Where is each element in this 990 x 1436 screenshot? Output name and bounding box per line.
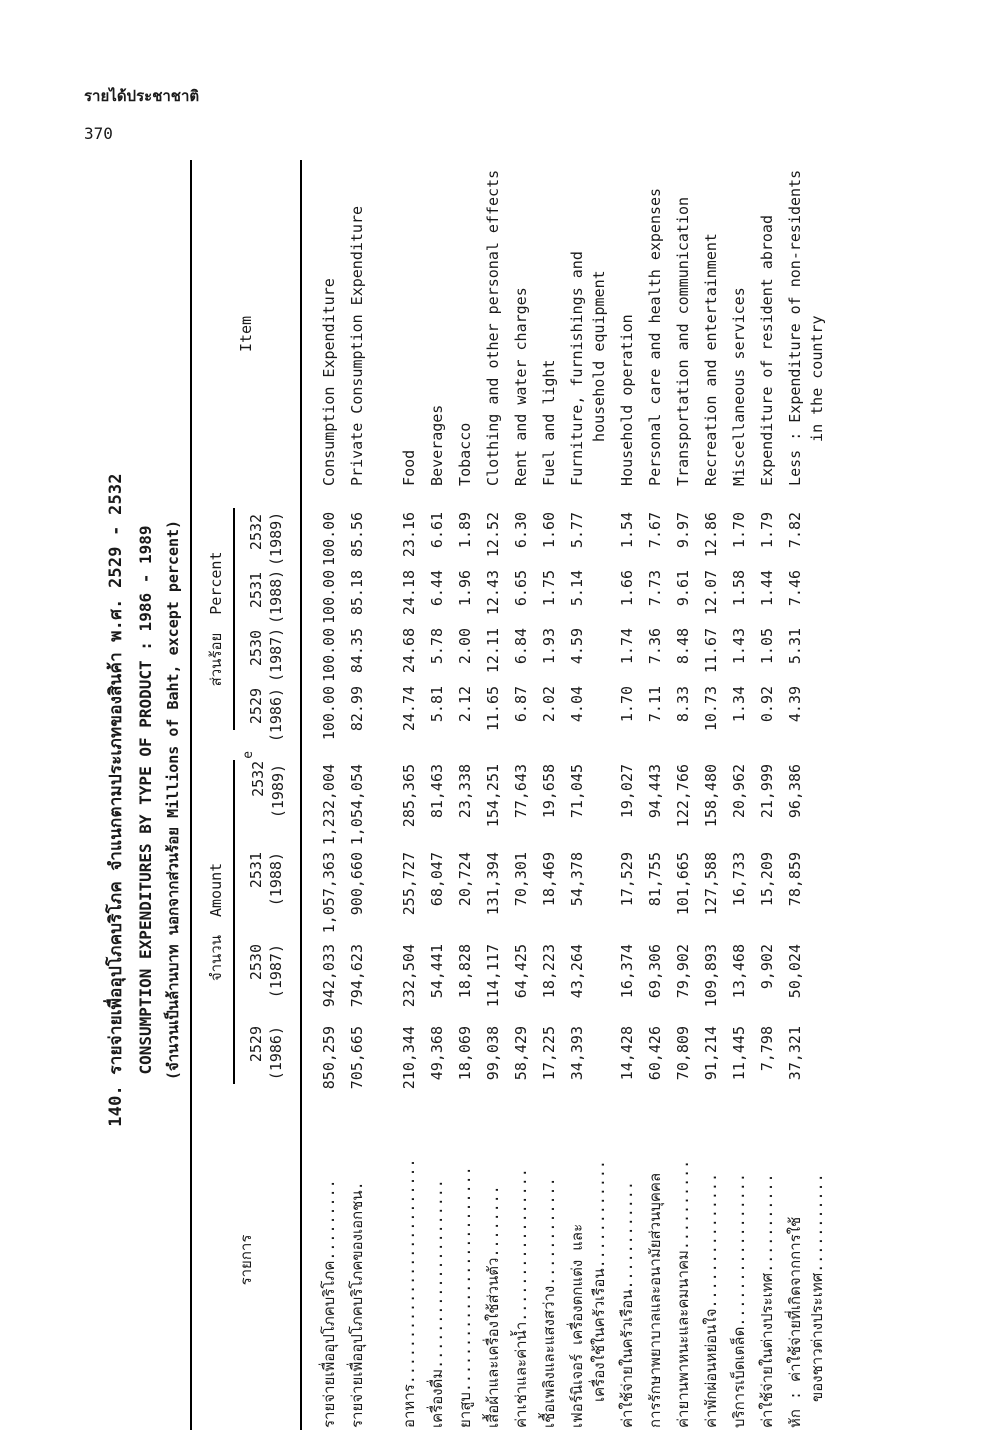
amount-2529: 49,368 (428, 1026, 446, 1081)
column-header-items-thai: รายการ (191, 1090, 301, 1430)
amount-2531: 15,209 (758, 852, 776, 907)
label-line: เฟอร์นิเจอร์ เครื่องตกแต่ง และ (568, 1223, 586, 1428)
amount-2532: 1,054,054 (348, 763, 366, 846)
percent-2529: 2.12 (456, 685, 474, 723)
amount-2529: 99,038 (484, 1026, 502, 1081)
item-label-thai (563, 1090, 613, 1430)
item-label-thai (301, 1090, 343, 1430)
percent-2529: 82.99 (348, 685, 366, 732)
percent-2531: 9.61 (674, 569, 692, 607)
percent-2532: 7.82 (786, 511, 804, 549)
percent-2531: 1.66 (618, 569, 636, 607)
item-label-english (669, 160, 697, 508)
percent-2530: 7.36 (646, 627, 664, 665)
amount-2531: 70,301 (512, 852, 530, 907)
percent-2531: 6.44 (428, 569, 446, 607)
amount-2530: 54,441 (428, 944, 446, 999)
amount-2530: 114,117 (484, 944, 502, 1008)
amount-2531: 131,394 (484, 852, 502, 916)
item-label-thai (343, 1090, 371, 1430)
percent-2529: 7.11 (646, 685, 664, 723)
item-label-english (781, 160, 831, 508)
percent-2531: 1.44 (758, 569, 776, 607)
percent-2529: 5.81 (428, 685, 446, 723)
year-header-amount-2532: 2532e (1989) (235, 758, 301, 846)
percent-2529: 10.73 (702, 685, 720, 732)
item-label-thai (697, 1090, 725, 1430)
amount-2531: 20,724 (456, 852, 474, 907)
amount-2529: 210,344 (400, 1026, 418, 1090)
item-label-english (535, 160, 563, 508)
amount-2532: 81,463 (428, 763, 446, 819)
amount-2532: 77,643 (512, 763, 530, 819)
item-label-english (371, 160, 423, 508)
amount-2532: 20,962 (730, 763, 748, 819)
amount-2530: 64,425 (512, 944, 530, 999)
label-line: Transportation and communication (674, 196, 692, 486)
percent-2531: 12.07 (702, 569, 720, 616)
amount-2531: 78,859 (786, 852, 804, 907)
amount-group-label-thai: จำนวน (207, 935, 225, 982)
label-line: Clothing and other personal effects (484, 169, 502, 486)
amount-2530: 13,468 (730, 944, 748, 999)
amount-2530: 9,902 (758, 944, 776, 990)
year-header-amount-2529: 2529 (1986) (235, 1020, 301, 1090)
amount-2532: 19,027 (618, 763, 636, 819)
amount-2531: 127,588 (702, 852, 720, 916)
page-number: 370 (84, 124, 113, 143)
table-row (301, 160, 343, 1430)
label-line: การรักษาพยาบาลและอนามัยส่วนบุคคล (646, 1172, 664, 1428)
item-label-english (753, 160, 781, 508)
amount-2531: 16,733 (730, 852, 748, 907)
amount-2531: 900,660 (348, 852, 366, 916)
percent-2530: 1.05 (758, 627, 776, 665)
label-line: Recreation and entertainment (702, 233, 720, 486)
table-row (725, 160, 753, 1430)
item-label-thai (535, 1090, 563, 1430)
amount-2532: 23,338 (456, 763, 474, 819)
percent-2532: 5.77 (568, 511, 586, 549)
amount-2532: 21,999 (758, 763, 776, 819)
item-label-thai (753, 1090, 781, 1430)
item-label-english (423, 160, 451, 508)
label-line: ค่าใช้จ่ายในต่างประเทศ........... (758, 1173, 776, 1428)
amount-2532: 1,232,004 (320, 763, 338, 846)
label-line: ค่าเช่าและค่าน้ำ................. (512, 1168, 530, 1428)
table-title-thai: 140. รายจ่ายเพื่ออุปโภคบริโภค จำแนกตามประเภทของสินค้า พ.ศ. 2529 - 2532 (106, 473, 126, 1127)
amount-2532: 19,658 (540, 763, 558, 819)
amount-2529: 7,798 (758, 1026, 776, 1072)
percent-2530: 100.00 (320, 627, 338, 682)
amount-2532: 158,480 (702, 763, 720, 828)
item-label-thai (479, 1090, 507, 1430)
percent-2532: 100.00 (320, 511, 338, 566)
label-line: เครื่องดื่ม..................... (428, 1179, 446, 1428)
item-label-english (451, 160, 479, 508)
amount-2531: 54,378 (568, 852, 586, 907)
percent-2529: 8.33 (674, 685, 692, 723)
amount-2532: 285,365 (400, 763, 418, 828)
label-line: เสื้อผ้าและเครื่องใช้ส่วนตัว........ (484, 1185, 502, 1428)
amount-2530: 69,306 (646, 944, 664, 999)
percent-2532: 12.86 (702, 511, 720, 558)
amount-2529: 60,426 (646, 1026, 664, 1081)
percent-2529: 6.87 (512, 685, 530, 723)
item-label-thai (725, 1090, 753, 1430)
percent-2532: 1.70 (730, 511, 748, 549)
percent-2530: 1.43 (730, 627, 748, 665)
percent-2532: 23.16 (400, 511, 418, 558)
amount-2531: 1,057,363 (320, 852, 338, 934)
amount-2531: 68,047 (428, 852, 446, 907)
item-label-english (563, 160, 613, 508)
percent-2530: 1.74 (618, 627, 636, 665)
table-row (563, 160, 613, 1430)
table-row (535, 160, 563, 1430)
table-row (781, 160, 831, 1430)
percent-2530: 1.93 (540, 627, 558, 665)
percent-2532: 1.54 (618, 511, 636, 549)
percent-2532: 85.56 (348, 511, 366, 558)
percent-2532: 12.52 (484, 511, 502, 558)
year-header-percent-2531: 2531 (1988) (235, 566, 301, 624)
percent-2530: 6.84 (512, 627, 530, 665)
amount-group-label-english: Amount (207, 862, 225, 917)
label-line: หัก : ค่าใช้จ่ายที่เกิดจากการใช้ (786, 1216, 804, 1428)
table-row (479, 160, 507, 1430)
item-label-thai (781, 1090, 831, 1430)
column-group-percent (192, 508, 235, 730)
percent-2530: 2.00 (456, 627, 474, 665)
table-title-english: CONSUMPTION EXPENDITURES BY TYPE OF PRODUCT : 1986 - 1989 (136, 525, 155, 1075)
label-line: Expenditure of resident abroad (758, 215, 776, 486)
percent-2531: 1.96 (456, 569, 474, 607)
percent-2529: 2.02 (540, 685, 558, 723)
label-line: Food (400, 449, 418, 486)
percent-2532: 9.97 (674, 511, 692, 549)
table-row (507, 160, 535, 1430)
item-label-english (507, 160, 535, 508)
item-label-english (343, 160, 371, 508)
label-line: Miscellaneous services (730, 287, 748, 486)
percent-2529: 11.65 (484, 685, 502, 732)
amount-2529: 11,445 (730, 1026, 748, 1081)
table-row (697, 160, 725, 1430)
label-line: ค่ายานพาหนะและคมนาคม.......... (674, 1159, 692, 1428)
amount-2529: 17,225 (540, 1026, 558, 1081)
percent-2532: 6.30 (512, 511, 530, 549)
percent-2532: 1.89 (456, 511, 474, 549)
amount-2530: 109,893 (702, 944, 720, 1008)
table-row (451, 160, 479, 1430)
item-label-english (613, 160, 641, 508)
amount-2531: 18,469 (540, 852, 558, 907)
item-label-thai (423, 1090, 451, 1430)
item-label-english (697, 160, 725, 508)
percent-2532: 6.61 (428, 511, 446, 549)
amount-2529: 18,069 (456, 1026, 474, 1081)
label-line: บริการเบ็ดเตล็ด................. (730, 1173, 748, 1428)
amount-2531: 255,727 (400, 852, 418, 916)
table-row (669, 160, 697, 1430)
percent-2531: 24.18 (400, 569, 418, 616)
label-line: household equipment (590, 270, 608, 442)
amount-2530: 232,504 (400, 944, 418, 1008)
item-label-thai (613, 1090, 641, 1430)
amount-2532: 154,251 (484, 763, 502, 828)
label-line: in the country (808, 315, 826, 442)
label-line: ยาสูบ......................... (456, 1166, 474, 1428)
percent-2530: 4.59 (568, 627, 586, 665)
percent-2531: 1.58 (730, 569, 748, 607)
amount-2530: 16,374 (618, 944, 636, 999)
amount-2529: 850,259 (320, 1026, 338, 1090)
label-line: Household operation (618, 314, 636, 486)
label-line: Tobacco (456, 422, 474, 486)
item-label-english (725, 160, 753, 508)
percent-2529: 24.74 (400, 685, 418, 732)
column-group-amount (192, 760, 235, 1084)
label-line: ของชาวต่างประเทศ........... (808, 1173, 826, 1402)
label-line: รายจ่ายเพื่ออุปโภคบริโภคของเอกชน. (348, 1181, 366, 1428)
amount-2530: 50,024 (786, 944, 804, 999)
table-title-unit-note: (จำนวนเป็นล้านบาท นอกจากส่วนร้อย Millions of Baht, except percent) (164, 519, 182, 1081)
percent-2529: 100.00 (320, 685, 338, 741)
table-row (641, 160, 669, 1430)
percent-2531: 7.73 (646, 569, 664, 607)
label-line: เครื่องใช้ในครัวเรือน............ (590, 1160, 608, 1402)
year-header-percent-2532: 2532 (1989) (235, 508, 301, 566)
table-row (613, 160, 641, 1430)
amount-2530: 43,264 (568, 944, 586, 999)
amount-2529: 37,321 (786, 1026, 804, 1081)
item-label-thai (669, 1090, 697, 1430)
label-line: Personal care and health expenses (646, 187, 664, 486)
amount-2529: 70,809 (674, 1026, 692, 1081)
label-line: Rent and water charges (512, 287, 530, 486)
amount-2532: 96,386 (786, 763, 804, 819)
percent-2530: 5.31 (786, 627, 804, 665)
percent-2530: 8.48 (674, 627, 692, 665)
percent-2532: 1.60 (540, 511, 558, 549)
amount-2530: 794,623 (348, 944, 366, 1008)
amount-2529: 58,429 (512, 1026, 530, 1081)
amount-2529: 34,393 (568, 1026, 586, 1081)
label-line: Private Consumption Expenditure (348, 205, 366, 486)
estimate-marker: e (241, 750, 256, 759)
percent-2531: 100.00 (320, 569, 338, 624)
amount-2529: 14,428 (618, 1026, 636, 1081)
item-label-english (301, 160, 343, 508)
table-row (343, 160, 371, 1430)
percent-2530: 5.78 (428, 627, 446, 665)
label-line: Beverages (428, 404, 446, 486)
amount-2532: 71,045 (568, 763, 586, 819)
item-label-thai (507, 1090, 535, 1430)
percent-2531: 6.65 (512, 569, 530, 607)
percent-2529: 1.34 (730, 685, 748, 723)
percent-2531: 1.75 (540, 569, 558, 607)
amount-2530: 18,223 (540, 944, 558, 999)
year-header-amount-2530: 2530 (1987) (235, 938, 301, 1020)
year-header-percent-2529: 2529 (1986) (235, 682, 301, 758)
amount-2530: 18,828 (456, 944, 474, 999)
column-header-items-english: Item (191, 160, 301, 508)
amount-2532: 122,766 (674, 763, 692, 828)
label-line: Fuel and light (540, 359, 558, 486)
amount-2530: 79,902 (674, 944, 692, 999)
amount-2531: 81,755 (646, 852, 664, 907)
label-line: ค่าใช้จ่ายในครัวเรือน............ (618, 1181, 636, 1428)
label-line: รายจ่ายเพื่ออุปโภคบริโภค......... (320, 1179, 338, 1428)
amount-2529: 705,665 (348, 1026, 366, 1090)
amount-2532: 94,443 (646, 763, 664, 819)
item-label-thai (641, 1090, 669, 1430)
label-line: อาหาร......................... (400, 1158, 418, 1428)
table-title-block (102, 164, 185, 1436)
year-header-percent-2530: 2530 (1987) (235, 624, 301, 682)
percent-2529: 4.04 (568, 685, 586, 723)
percent-2530: 12.11 (484, 627, 502, 674)
item-label-thai (371, 1090, 423, 1430)
percent-2531: 7.46 (786, 569, 804, 607)
running-title: รายได้ประชาชาติ (84, 87, 200, 105)
percent-2532: 7.67 (646, 511, 664, 549)
percent-group-label-english: Percent (207, 551, 225, 615)
amount-2531: 101,665 (674, 852, 692, 916)
percent-group-label-thai: ส่วนร้อย (207, 632, 225, 687)
item-label-english (641, 160, 669, 508)
percent-2530: 84.35 (348, 627, 366, 674)
percent-2531: 12.43 (484, 569, 502, 616)
percent-2530: 24.68 (400, 627, 418, 674)
label-line: Furniture, furnishings and (568, 251, 586, 486)
table-row (371, 160, 423, 1430)
percent-2529: 0.92 (758, 685, 776, 723)
percent-2532: 1.79 (758, 511, 776, 549)
percent-2531: 5.14 (568, 569, 586, 607)
consumption-expenditure-table (190, 160, 831, 1430)
percent-2531: 85.18 (348, 569, 366, 616)
percent-2529: 1.70 (618, 685, 636, 723)
table-row (423, 160, 451, 1430)
percent-2530: 11.67 (702, 627, 720, 674)
amount-2531: 17,529 (618, 852, 636, 907)
year-header-amount-2531: 2531 (1988) (235, 846, 301, 938)
amount-2530: 942,033 (320, 944, 338, 1008)
label-line: เชื้อเพลิงและแสงสว่าง............ (540, 1177, 558, 1428)
label-line: Less : Expenditure of non-residents (786, 169, 804, 486)
item-label-english (479, 160, 507, 508)
percent-2529: 4.39 (786, 685, 804, 723)
label-line: ค่าพักผ่อนหย่อนใจ............... (702, 1173, 720, 1428)
table-row (753, 160, 781, 1430)
item-label-thai (451, 1090, 479, 1430)
label-line: Consumption Expenditure (320, 278, 338, 486)
amount-2529: 91,214 (702, 1026, 720, 1081)
